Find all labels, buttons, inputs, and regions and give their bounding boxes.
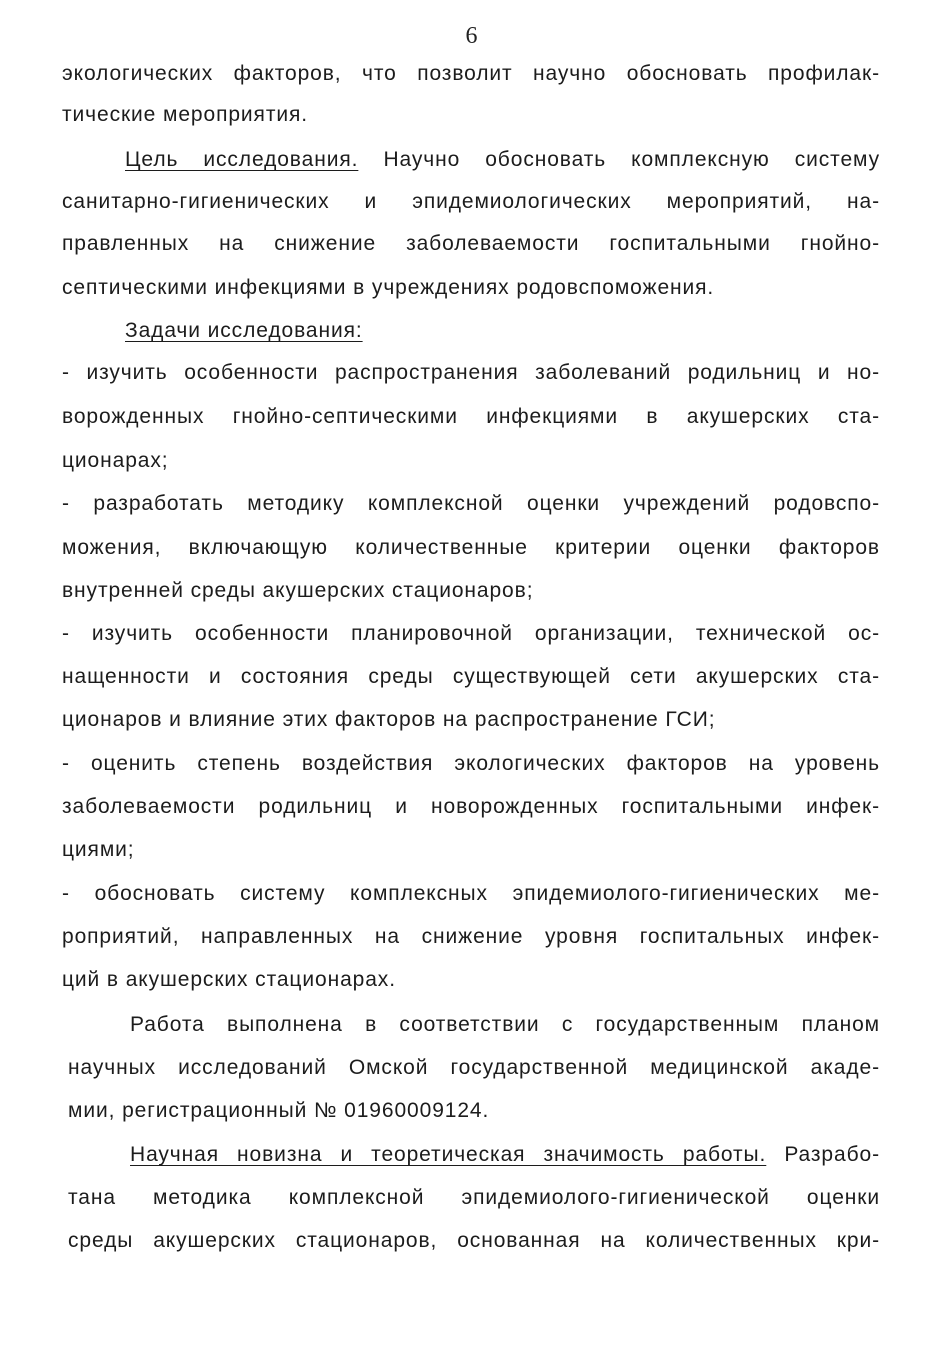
- page-number: 6: [465, 23, 478, 49]
- task-line: циями;: [62, 838, 135, 861]
- text-line: научных исследований Омской государственной медицинской акаде-: [68, 1056, 880, 1079]
- novelty-paragraph-first-line: [130, 1140, 880, 1170]
- task-line: ций в акушерских стационарах.: [62, 968, 396, 991]
- task-line: ворожденных гнойно-септическими инфекциями в акушерских ста-: [62, 405, 880, 428]
- goal-text: Научно обосновать комплексную систему: [383, 148, 880, 171]
- text-line: санитарно-гигиенических и эпидемиологических мероприятий, на-: [62, 190, 880, 213]
- task-line: заболеваемости родильниц и новорожденных госпитальными инфек-: [62, 795, 880, 818]
- text-line: септическими инфекциями в учреждениях родовспоможения.: [62, 276, 715, 299]
- novelty-heading: Научная новизна и теоретическая значимость работы.: [130, 1143, 767, 1166]
- goal-paragraph-first-line: [125, 145, 880, 175]
- text-line: тана методика комплексной эпидемиолого-гигиенической оценки: [68, 1186, 880, 1209]
- text-line: мии, регистрационный № 01960009124.: [68, 1099, 490, 1122]
- task-line: ционарах;: [62, 449, 169, 472]
- text-line: тические мероприятия.: [62, 103, 308, 126]
- task-line: - обосновать систему комплексных эпидемиолого-гигиенических ме-: [62, 882, 880, 905]
- task-line: внутренней среды акушерских стационаров;: [62, 579, 534, 602]
- novelty-text: Разрабо-: [784, 1143, 880, 1166]
- task-line: - изучить особенности распространения заболеваний родильниц и но-: [62, 361, 880, 384]
- tasks-heading: Задачи исследования:: [125, 319, 363, 342]
- task-line: - оценить степень воздействия экологических факторов на уровень: [62, 752, 880, 775]
- text-line: Работа выполнена в соответствии с государственным планом: [130, 1013, 880, 1036]
- task-line: ционаров и влияние этих факторов на распространение ГСИ;: [62, 708, 716, 731]
- goal-heading: Цель исследования.: [125, 148, 359, 171]
- text-line: среды акушерских стационаров, основанная на количественных кри-: [68, 1229, 880, 1252]
- task-line: - изучить особенности планировочной организации, технической ос-: [62, 622, 880, 645]
- task-line: роприятий, направленных на снижение уровня госпитальных инфек-: [62, 925, 880, 948]
- task-line: - разработать методику комплексной оценки учреждений родовспо-: [62, 492, 880, 515]
- text-line: правленных на снижение заболеваемости госпитальными гнойно-: [62, 232, 880, 255]
- task-line: нащенности и состояния среды существующей сети акушерских ста-: [62, 665, 880, 688]
- task-line: можения, включающую количественные критерии оценки факторов: [62, 536, 880, 559]
- text-line: экологических факторов, что позволит научно обосновать профилак-: [62, 62, 880, 85]
